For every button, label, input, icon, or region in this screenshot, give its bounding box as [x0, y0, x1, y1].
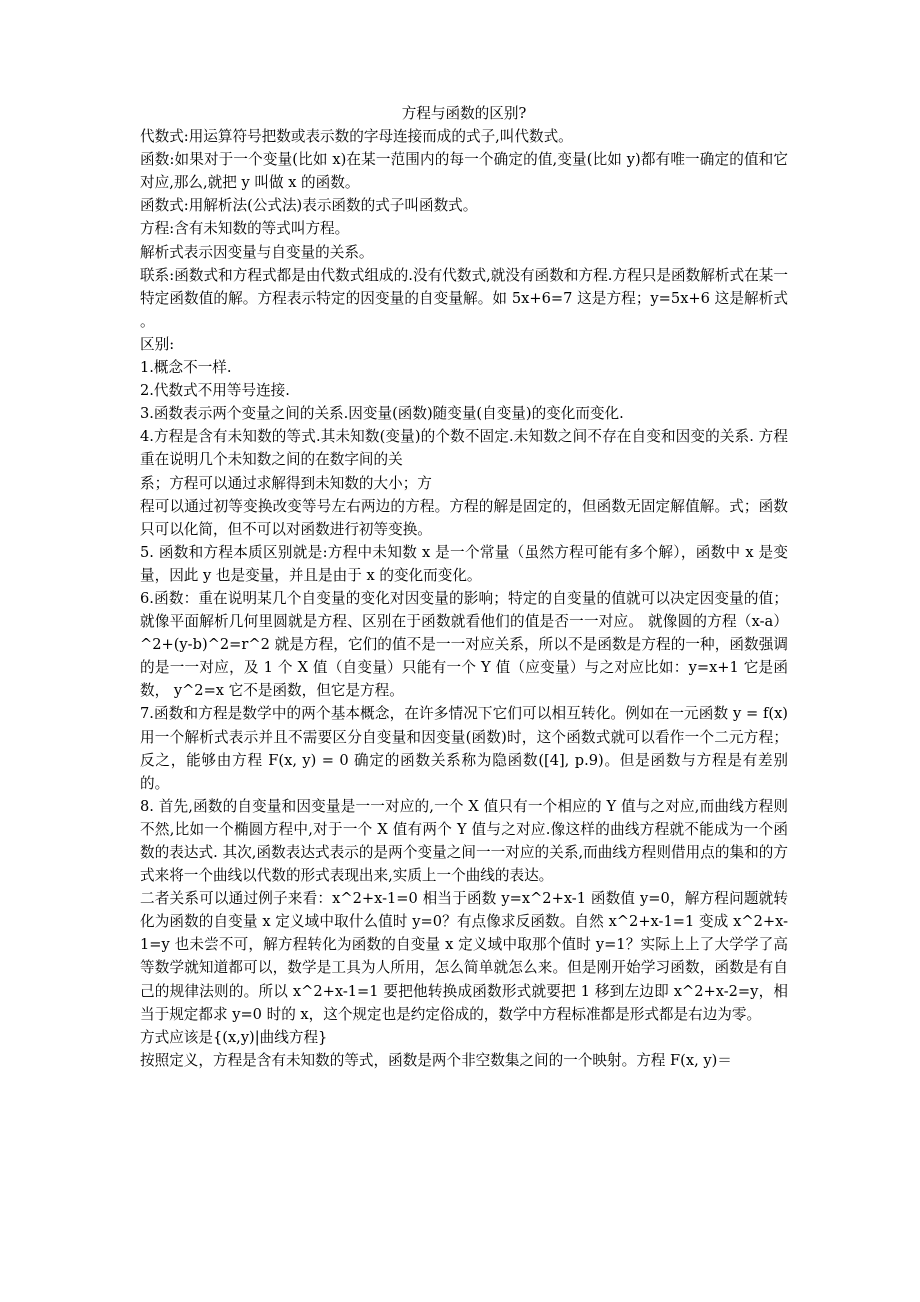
list-item-7: 7.函数和方程是数学中的两个基本概念，在许多情况下它们可以相互转化。例如在一元函数 y = f(x)用一个解析式表示并且不需要区分自变量和因变量(函数)时，这个函数式就可以看作一个二元方程；反之，能够由方程 F(x, y) = 0 确定的函数关系称为隐函数([4], p.9)。但是函数与方程是有差别的。 — [140, 705, 788, 792]
list-item-4: 4.方程是含有未知数的等式.其未知数(变量)的个数不固定.未知数之间不存在自变和因变的关系. 方程重在说明几个未知数之间的在数字间的关 — [140, 428, 788, 469]
paragraph-algebraic-expression: 代数式:用运算符号把数或表示数的字母连接而成的式子,叫代数式。 — [140, 128, 573, 146]
paragraph-relation-example: 二者关系可以通过例子来看：x^2+x-1=0 相当于函数 y=x^2+x-1 函数值 y=0，解方程问题就转化为函数的自变量 x 定义域中取什么值时 y=0？有点像求反函数。自然 x^2+x-1=1 变成 x^2+x-1=y 也未尝不可，解方程转化为函数的自变量 x 定义域中取那个值时 y=1？实际上上了大学学了高等数学就知道都可以，数学是工具为人所用，怎么简单就怎么来。但是刚开始学习函数，函数是有自己的规律法则的。所以 x^2+x-1=1 要把他转换成函数形式就要把 1 移到左边即 x^2+x-2=y，相当于规定都求 y=0 时的 x，这个规定也是约定俗成的，数学中方程标准都是形式都是右边为零。 — [140, 890, 788, 1023]
list-item-8: 8. 首先,函数的自变量和因变量是一一对应的,一个 X 值只有一个相应的 Y 值与之对应,而曲线方程则不然,比如一个椭圆方程中,对于一个 X 值有两个 Y 值与之对应.像这样的曲线方程就不能成为一个函数的表达式. 其次,函数表达式表示的是两个变量之间一一对应的关系,而曲线方程则借用点的集和的方式来将一个曲线以代数的形式表现出来,实质上一个曲线的表达。 — [140, 797, 788, 885]
paragraph-function-definition: 函数:如果对于一个变量(比如 x)在某一范围内的每一个确定的值,变量(比如 y)都有唯一确定的值和它对应,那么,就把 y 叫做 x 的函数。 — [140, 151, 788, 192]
list-item-1: 1.概念不一样. — [140, 359, 232, 377]
document-title: 方程与函数的区别? — [401, 105, 527, 122]
list-item-6: 6.函数：重在说明某几个自变量的变化对因变量的影响；特定的自变量的值就可以决定因变量的值；就像平面解析几何里圆就是方程、区别在于函数就看他们的值是否一一对应。 就像圆的方程（x-a）^2+(y-b)^2=r^2 就是方程，它们的值不是一一对应关系，所以不是函数是方程的一种，函数强调的是一一对应，及 1 个 X 值（自变量）只能有一个 Y 值（应变量）与之对应比如：y=x+1 它是函数， y^2=x 它不是函数，但它是方程。 — [140, 589, 788, 700]
paragraph-function-expression: 函数式:用解析法(公式法)表示函数的式子叫函数式。 — [140, 197, 478, 215]
paragraph-by-definition: 按照定义，方程是含有未知数的等式，函数是两个非空数集之间的一个映射。方程 F(x, y)＝ — [140, 1051, 732, 1069]
paragraph-connection: 联系:函数式和方程式都是由代数式组成的.没有代数式,就没有函数和方程.方程只是函数解析式在某一特定函数值的解。方程表示特定的因变量的自变量解。如 5x+6=7 这是方程；y=5x+6 这是解析式 。 — [140, 266, 788, 330]
list-item-4-continued-b: 程可以通过初等变换改变等号左右两边的方程。方程的解是固定的，但函数无固定解值解。式；函数只可以化简，但不可以对函数进行初等变换。 — [140, 497, 788, 538]
document-page — [140, 102, 788, 1072]
paragraph-difference-heading: 区别: — [140, 335, 175, 353]
list-item-4-continued-a: 系；方程可以通过求解得到未知数的大小；方 — [140, 474, 432, 492]
list-item-5: 5. 函数和方程本质区别就是:方程中未知数 x 是一个常量（虽然方程可能有多个解），函数中 x 是变量，因此 y 也是变量，并且是由于 x 的变化而变化。 — [140, 543, 788, 584]
paragraph-equation-definition: 方程:含有未知数的等式叫方程。 — [140, 220, 350, 238]
list-item-3: 3.函数表示两个变量之间的关系.因变量(函数)随变量(自变量)的变化而变化. — [140, 405, 624, 423]
paragraph-analytic-expression: 解析式表示因变量与自变量的关系。 — [140, 243, 374, 261]
list-item-2: 2.代数式不用等号连接. — [140, 382, 290, 400]
paragraph-set-notation: 方式应该是{(x,y)|曲线方程} — [140, 1028, 328, 1046]
